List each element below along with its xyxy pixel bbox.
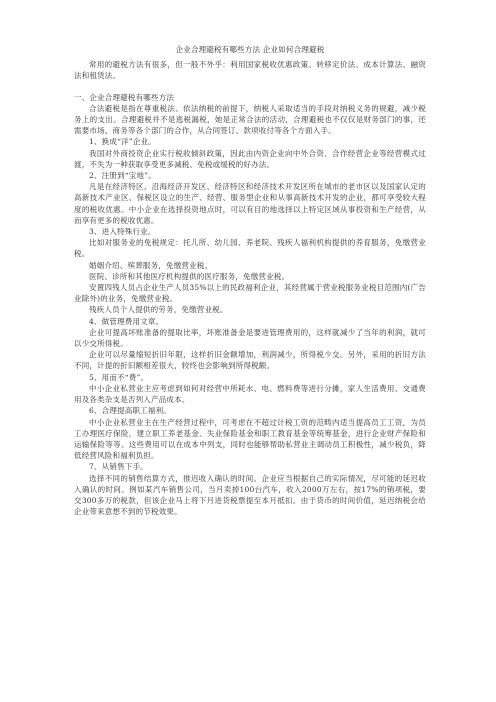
paragraph: 医院、诊所和其他医疗机构提供的医疗服务，免缴营业税。 <box>89 271 290 281</box>
item-heading: 4、做管理费用文章。 <box>89 316 164 326</box>
item-heading: 6、合理提高职工福利。 <box>89 406 171 416</box>
paragraph: 安置四残人员占企业生产人员35%以上的民政福利企业，其经营属于营业税服务业税目范围内(广告业除外)的业务，免缴营业税。 <box>74 283 426 304</box>
item-heading: 3、进入特殊行业。 <box>89 227 156 237</box>
paragraph: 残疾人员个人提供的劳务，免缴营业税。 <box>89 305 228 315</box>
paragraph: 企业可提高坏账准备的提取比率，坏账准备金是要进管理费用的，这样就减少了当年的利润，就可以少交所得税。 <box>74 327 426 349</box>
item-heading: 7、从销售下手。 <box>89 462 148 472</box>
paragraph: 我国对外商投资企业实行税收倾斜政策，因此由内资企业向中外合资、合作经营企业等经营模式过渡，不失为一种获取享受更多减税、免税或缓税的好办法。 <box>74 148 426 169</box>
paragraph: 凡是在经济特区、沿海经济开发区、经济特区和经济技术开发区所在城市的老市区以及国家认定的高新技术产业区、保税区设立的生产、经营、服务型企业和从事高新技术开发的企业，都可享受较大程度的税收优惠。中小企业在选择投资地点时，可以有目的地选择以上特定区域从事投资和生产经营，从而享有更多的税收优惠。 <box>74 182 426 225</box>
intro-paragraph: 常用的避税方法有很多，但一般不外乎：利用国家税收优惠政策、转移定价法、成本计算法、融资法和租赁法。 <box>74 60 426 81</box>
paragraph: 企业可以尽量缩短折旧年限，这样折旧金额增加，利润减少，所得税少交。另外，采用的折旧方法不同，计提的折旧额相差很大，较终也会影响到所得税额。 <box>74 350 426 371</box>
paragraph: 中小企业私营业主在生产经营过程中，可考虑在不超过计税工资的范畴内适当提高员工工资，为员工办理医疗保险，建立职工养老基金、失业保险基金和职工教育基金等统筹基金，进行企业财产保险和运输保险等等。这些费用可以在成本中列支，同时也能够帮助私营业主调动员工积极性，减少税负，降低经营风险和福利负担。 <box>74 417 426 461</box>
section-heading: 一、企业合理避税有哪些方法 <box>74 92 175 102</box>
item-heading: 1、换成“洋”企业。 <box>89 137 156 147</box>
paragraph: 比如对服务业的免税规定：托儿所、幼儿园、养老院、残疾人福利机构提供的养育服务，免缴营业税。 <box>74 238 426 259</box>
paragraph: 中小企业私营业主应考虑到如何对经营中所耗水、电、燃料费等进行分摊，家人生活费用、交通费用及各类杂支是否列入产品成本。 <box>74 383 426 405</box>
document-body <box>74 44 426 517</box>
item-heading: 2、注册到“宝地”。 <box>89 171 156 181</box>
item-heading: 5、用而不“费”。 <box>89 372 149 382</box>
document-title: 企业合理避税有哪些方法 企业如何合理避税 <box>175 45 325 54</box>
paragraph: 选择不同的销售结算方式，推迟收入确认的时间。企业应当根据自己的实际情况，尽可能的延迟收入确认的时间。例如某汽车销售公司，当月卖掉100台汽车，收入2000万左右，按17%的销项税，要交300多万的税款，但该企业马上将下月进货税票提至本月抵扣。由于货币的时间价值，延迟纳税会给企业带来意想不到的节税效果。 <box>74 473 426 517</box>
paragraph: 婚姻介绍、殡葬服务，免缴营业税。 <box>89 260 213 270</box>
paragraph: 合法避税是指在尊重税法、依法纳税的前提下，纳税人采取适当的手段对纳税义务的规避，减少税务上的支出。合理避税并不是逃税漏税，她是正常合法的活动，合理避税也不仅仅是财务部门的事，还需要市场、商务等各个部门的合作，从合同签订、款项收付等各个方面入手。 <box>74 103 426 136</box>
